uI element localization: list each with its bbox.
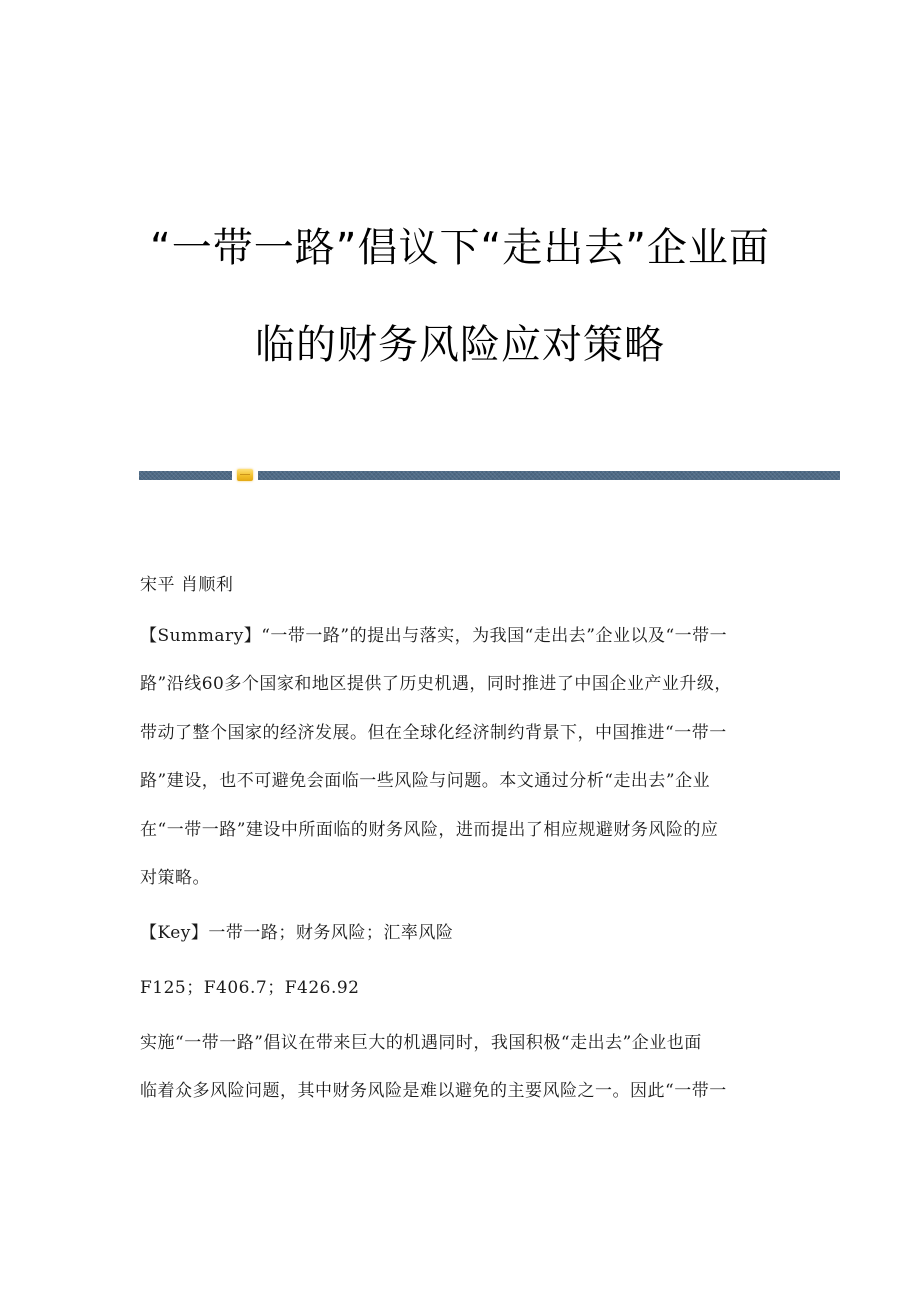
keywords-line: 【Key】一带一路；财务风险；汇率风险 (140, 923, 454, 943)
decorative-divider-left (139, 471, 232, 480)
summary-line-2: 路”沿线60多个国家和地区提供了历史机遇，同时推进了中国企业产业升级， (140, 674, 732, 694)
summary-line-4: 路”建设，也不可避免会面临一些风险与问题。本文通过分析“走出去”企业 (140, 771, 711, 791)
summary-line-5: 在“一带一路”建设中所面临的财务风险，进而提出了相应规避财务风险的应 (140, 820, 719, 840)
classification-codes: F125；F406.7；F426.92 (140, 978, 360, 998)
document-title-line-1: “一带一路”倡议下“走出去”企业面 (150, 225, 770, 271)
body-line-2: 临着众多风险问题，其中财务风险是难以避免的主要风险之一。因此“一带一 (140, 1081, 727, 1101)
document-title-line-2: 临的财务风险应对策略 (255, 322, 665, 368)
decorative-divider-right (258, 471, 840, 480)
body-line-1: 实施“一带一路”倡议在带来巨大的机遇同时，我国积极“走出去”企业也面 (140, 1033, 702, 1053)
summary-line-3: 带动了整个国家的经济发展。但在全球化经济制约背景下，中国推进“一带一 (140, 723, 727, 743)
summary-line-1: 【Summary】“一带一路”的提出与落实，为我国“走出去”企业以及“一带一 (140, 626, 728, 646)
summary-line-6: 对策略。 (140, 868, 210, 888)
divider-ornament-icon (237, 469, 253, 481)
author-names: 宋平 肖顺利 (140, 575, 234, 595)
